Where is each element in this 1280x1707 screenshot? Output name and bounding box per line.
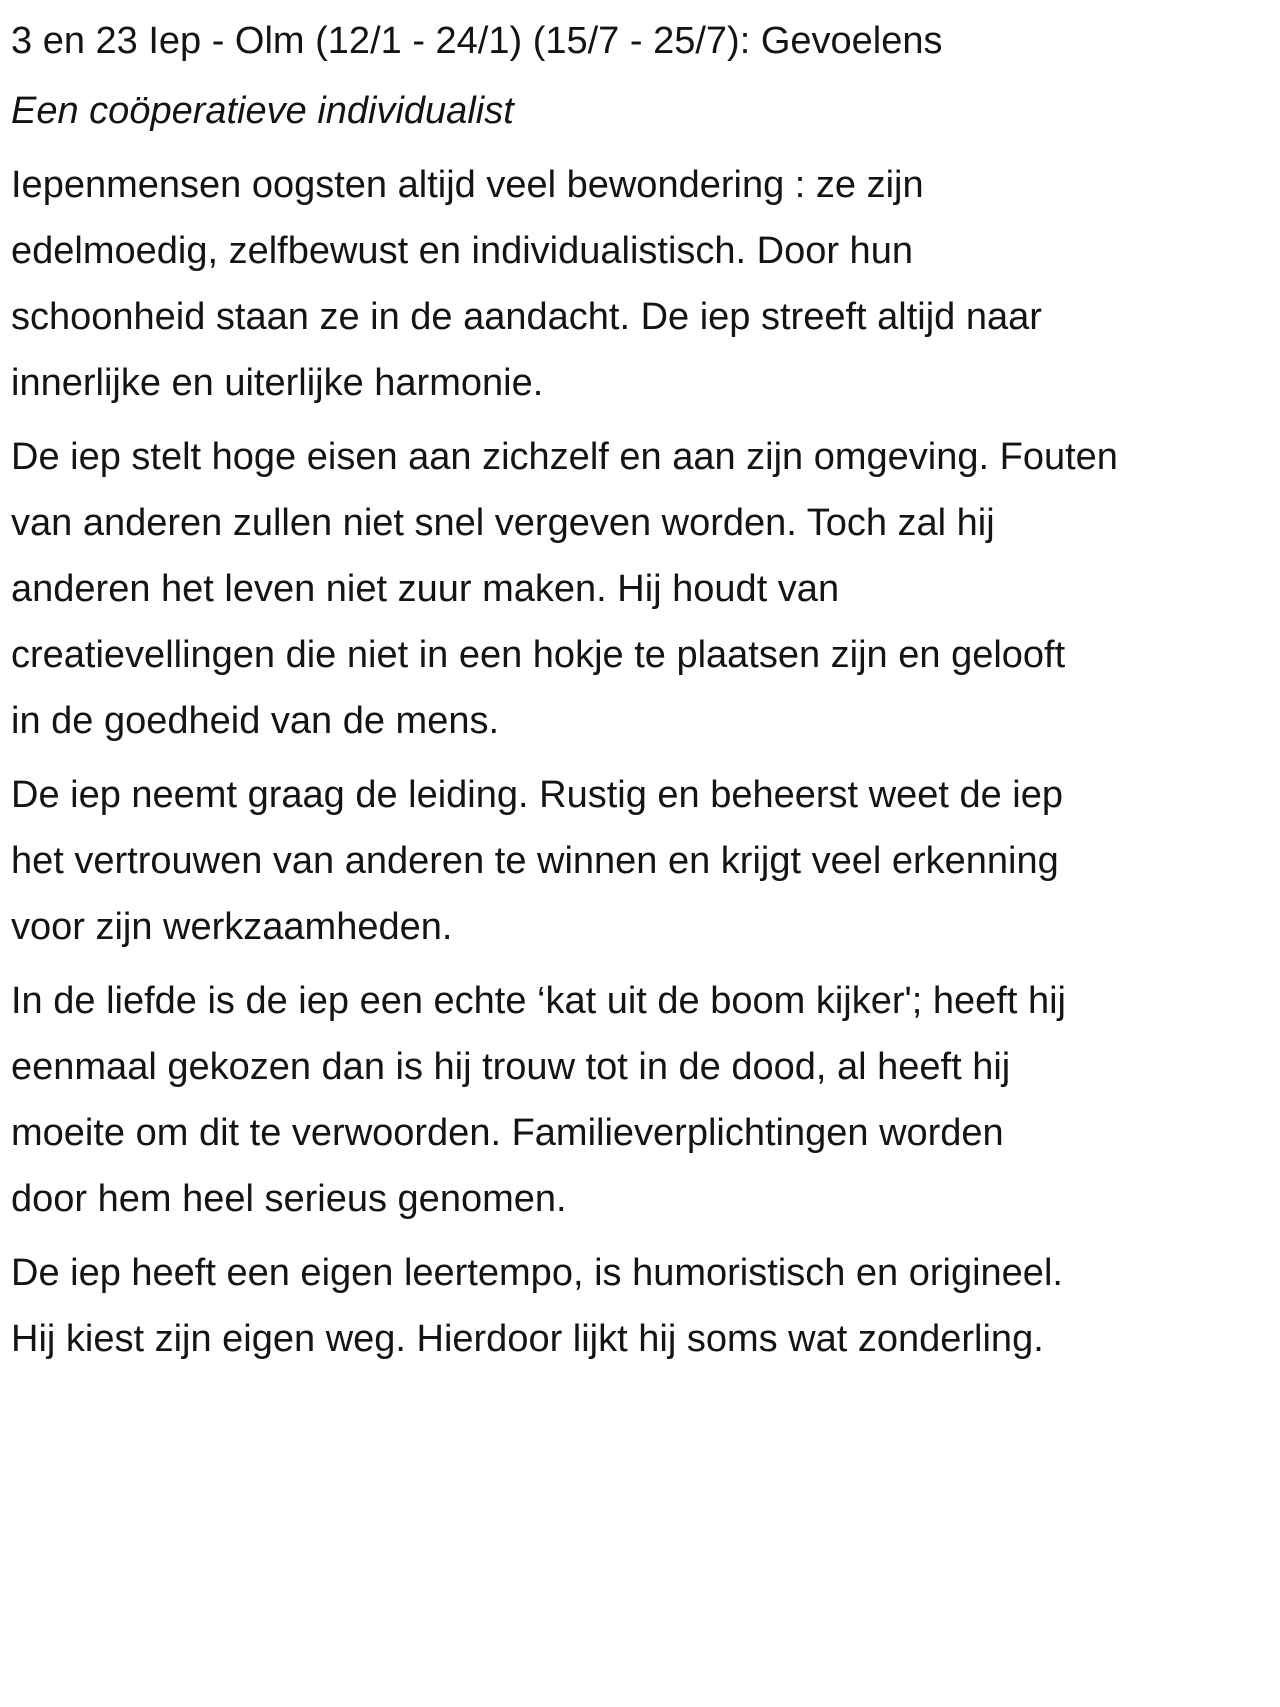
paragraph-leadership: [11, 762, 1273, 960]
text-line: De iep stelt hoge eisen aan zichzelf en aan zijn omgeving. Fouten: [11, 436, 1118, 478]
text-line: edelmoedig, zelfbewust en individualistisch. Door hun: [11, 230, 913, 272]
page-subtitle: Een coöperatieve individualist: [11, 90, 514, 132]
text-line: innerlijke en uiterlijke harmonie.: [11, 362, 544, 404]
text-line: het vertrouwen van anderen te winnen en krijgt veel erkenning: [11, 840, 1059, 882]
text-line: voor zijn werkzaamheden.: [11, 906, 453, 948]
text-line: in de goedheid van de mens.: [11, 700, 500, 742]
text-line: schoonheid staan ze in de aandacht. De iep streeft altijd naar: [11, 296, 1042, 338]
text-line: creatievellingen die niet in een hokje te plaatsen zijn en gelooft: [11, 634, 1066, 676]
document-body: [11, 12, 1273, 1372]
paragraph-admiration: [11, 152, 1273, 416]
text-line: De iep heeft een eigen leertempo, is humoristisch en origineel.: [11, 1252, 1063, 1294]
text-line: eenmaal gekozen dan is hij trouw tot in de dood, al heeft hij: [11, 1046, 1011, 1088]
text-line: van anderen zullen niet snel vergeven worden. Toch zal hij: [11, 502, 995, 544]
text-line: In de liefde is de iep een echte ‘kat uit de boom kijker'; heeft hij: [11, 980, 1067, 1022]
text-line: door hem heel serieus genomen.: [11, 1178, 567, 1220]
text-line: Hij kiest zijn eigen weg. Hierdoor lijkt hij soms wat zonderling.: [11, 1318, 1044, 1360]
paragraph-high-demands: [11, 424, 1273, 754]
paragraph-love: [11, 968, 1273, 1232]
text-line: De iep neemt graag de leiding. Rustig en beheerst weet de iep: [11, 774, 1064, 816]
text-line: moeite om dit te verwoorden. Familieverplichtingen worden: [11, 1112, 1004, 1154]
text-line: anderen het leven niet zuur maken. Hij houdt van: [11, 568, 840, 610]
text-line: Iepenmensen oogsten altijd veel bewondering : ze zijn: [11, 164, 924, 206]
page-title: 3 en 23 Iep - Olm (12/1 - 24/1) (15/7 - 25/7): Gevoelens: [11, 20, 943, 62]
paragraph-learning-pace: [11, 1240, 1273, 1372]
